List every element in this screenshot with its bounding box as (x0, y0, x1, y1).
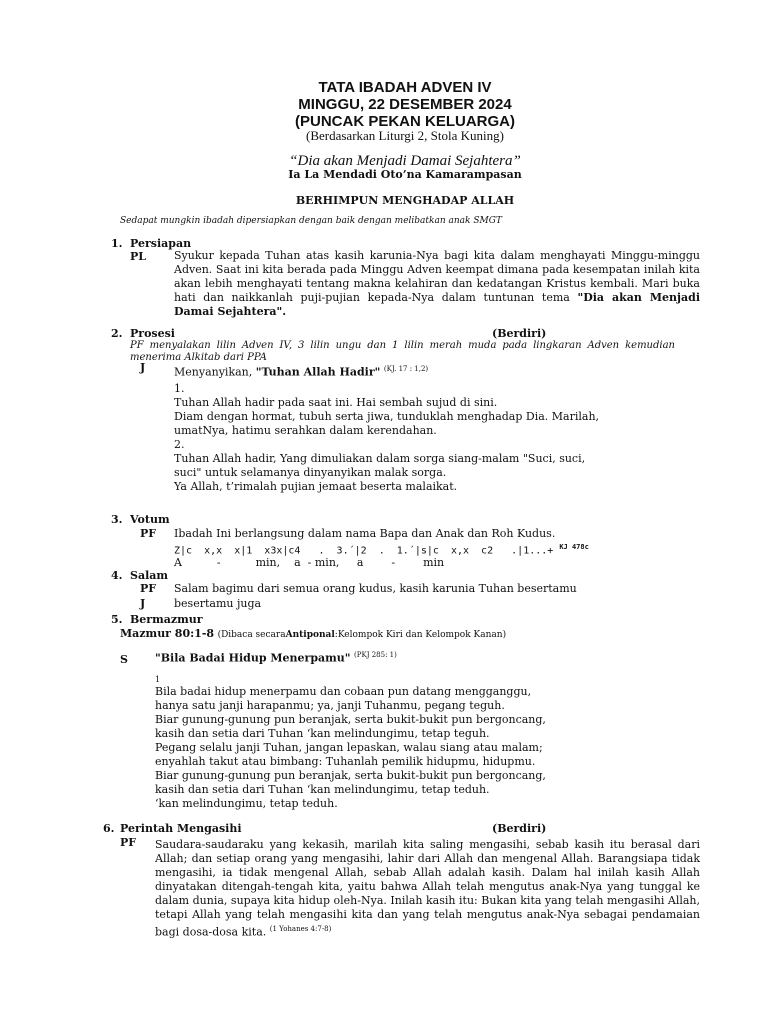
section-6-number: 6. (103, 822, 115, 835)
section-5-song-title: "Bila Badai Hidup Menerpamu" (155, 651, 351, 665)
lyric-line: 1. (174, 382, 185, 395)
lyric-line: suci" untuk selamanya dinyanyikan malak sorga. (174, 466, 447, 479)
section-5-song-ref: (PKJ 285: 1) (354, 651, 397, 659)
lyric-line: enyahlah takut atau bimbang: Tuhanlah pemilik hidupmu, hidupmu. (155, 755, 536, 768)
doc-theme-local: Ia La Mendadi Oto’na Kamarampasan (288, 168, 522, 181)
psalm-note-antiponal: Antiponal (285, 630, 335, 640)
doc-title-line3: (PUNCAK PEKAN KELUARGA) (295, 113, 515, 130)
lyric-line: Biar gunung-gunung pun beranjak, serta bukit-bukit pun bergoncang, (155, 769, 546, 782)
lyric-line: Biar gunung-gunung pun beranjak, serta bukit-bukit pun bergoncang, (155, 713, 546, 726)
section-4-number: 4. (111, 569, 123, 582)
section-1-speaker: PL (130, 250, 147, 263)
psalm-note-rest: :Kelompok Kiri dan Kelompok Kanan) (334, 630, 507, 640)
section-3-speaker: PF (140, 527, 157, 540)
lyric-line: Ya Allah, t’rimalah pujian jemaat beserta malaikat. (174, 480, 458, 493)
psalm-reference: Mazmur 80:1-8 (120, 627, 215, 640)
section-1-text (174, 249, 700, 319)
section-5-speaker: S (120, 653, 128, 666)
lyric-line: ‘kan melindungimu, tetap teduh. (155, 797, 338, 810)
section-2-title: Prosesi (130, 327, 175, 340)
section-4-title: Salam (130, 569, 169, 582)
lyric-line: Tuhan Allah hadir, Yang dimuliakan dalam sorga siang-malam "Suci, suci, (174, 452, 586, 465)
section-1-theme: "Dia akan Menjadi Damai Sejahtera". (174, 291, 701, 318)
section-6-text-body: Saudara-saudaraku yang kekasih, marilah kita saling mengasihi, sebab kasih itu berasal dari Allah; dan setiap orang yang mengasihi, lahir dari Allah dan mengenal Allah. Barangsiapa tidak mengasihi, ia tidak mengenal Allah, sebab Allah adalah kasih. Dalam hal inilah kasih Allah dinyatakan ditengah-tengah kita, yaitu bahwa Allah telah mengutus anak-Nya yang tunggal ke dalam dunia, supaya kita hidup oleh-Nya. Inilah kasih itu: Bukan kita yang telah mengasihi Allah, tetapi Allah yang telah mengasihi kita dan yang telah mengutus anak-Nya sebagai pendamaian bagi dosa-dosa kita. (155, 838, 700, 939)
doc-subtitle: (Berdasarkan Liturgi 2, Stola Kuning) (306, 128, 504, 143)
section-2-note: PF menyalakan lilin Adven IV, 3 lilin ungu dan 1 lilin merah muda pada lingkaran Adven kemudian menerima Alkitab dari PPA (130, 340, 675, 363)
section-4-text-j: besertamu juga (174, 597, 262, 610)
section-6-text (155, 838, 700, 940)
section-5-lyrics (155, 685, 546, 811)
section-2-number: 2. (111, 327, 123, 340)
psalm-note-open: (Dibaca secara (217, 630, 286, 640)
lyric-line: kasih dan setia dari Tuhan ‘kan melindungimu, tetap teduh. (155, 783, 490, 796)
section-1-title: Persiapan (130, 237, 192, 250)
section-2-speaker: J (140, 361, 146, 374)
lyric-line: Diam dengan hormat, tubuh serta jiwa, tunduklah menghadap Dia. Marilah, (174, 410, 600, 423)
section-6-reference: (1 Yohanes 4:7-8) (269, 925, 332, 933)
votum-notation (174, 543, 589, 556)
doc-title-line2: MINGGU, 22 DESEMBER 2024 (298, 96, 512, 113)
section-5-song-line (155, 651, 397, 665)
doc-title-line1: TATA IBADAH ADVEN IV (318, 79, 492, 96)
lyric-line: kasih dan setia dari Tuhan ‘kan melindungimu, tetap teguh. (155, 727, 490, 740)
section-6-posture: (Berdiri) (492, 822, 547, 835)
section-3-title: Votum (130, 513, 170, 526)
section-5-number: 5. (111, 613, 123, 626)
section-1-number: 1. (111, 237, 123, 250)
section-2-posture: (Berdiri) (492, 327, 547, 340)
section-2-lyrics (174, 382, 599, 494)
preparation-note: Sedapat mungkin ibadah dipersiapkan dengan baik dengan melibatkan anak SMGT (120, 216, 502, 226)
section-1-text-body: Syukur kepada Tuhan atas kasih karunia-Nya bagi kita dalam menghayati Minggu-minggu Adven. Saat ini kita berada pada Minggu Adven keempat dimana pada kesempatan inilah kita akan lebih menghayati tentang makna kelahiran dan kedatangan Kristus kembali. Mari buka hati dan naikkanlah puji-pujian kepada-Nya dalam tuntunan tema (174, 249, 700, 304)
section-4-text-pf: Salam bagimu dari semua orang kudus, kasih karunia Tuhan besertamu (174, 582, 577, 595)
section-5-verse-number: 1 (155, 675, 161, 684)
lyric-line: hanya satu janji harapanmu; ya, janji Tuhanmu, pegang teguh. (155, 699, 505, 712)
part-heading: BERHIMPUN MENGHADAP ALLAH (295, 194, 515, 207)
lyric-line: Bila badai hidup menerpamu dan cobaan pun datang mengganggu, (155, 685, 532, 698)
section-3-number: 3. (111, 513, 123, 526)
section-2-song-line (174, 365, 428, 379)
section-5-title: Bermazmur (130, 613, 203, 626)
lyric-line: Tuhan Allah hadir pada saat ini. Hai sembah sujud di sini. (174, 396, 498, 409)
doc-theme: “Dia akan Menjadi Damai Sejahtera” (289, 153, 521, 169)
section-2-sing-intro: Menyanyikan, (174, 365, 253, 379)
section-4-speaker-j: J (140, 597, 146, 610)
section-3-text: Ibadah Ini berlangsung dalam nama Bapa dan Anak dan Roh Kudus. (174, 527, 556, 540)
section-6-title: Perintah Mengasihi (120, 822, 242, 835)
section-2-song-ref: (KJ. 17 : 1,2) (383, 365, 429, 373)
lyric-line: 2. (174, 438, 185, 451)
votum-notation-ref: KJ 478c (559, 543, 589, 551)
psalm-line (120, 627, 506, 640)
psalm-note (218, 630, 507, 640)
section-4-speaker-pf: PF (140, 582, 157, 595)
lyric-line: Pegang selalu janji Tuhan, jangan lepaskan, walau siang atau malam; (155, 741, 543, 754)
lyric-line: umatNya, hatimu serahkan dalam kerendahan. (174, 424, 437, 437)
section-2-song-title: "Tuhan Allah Hadir" (255, 365, 381, 379)
votum-notation-text: Z|c x,x x|1 x3x|c4 . 3.´|2 . 1.´|s|c x,x c2 .|1...+ (174, 545, 554, 557)
section-6-speaker: PF (120, 836, 137, 849)
votum-amin: A - min, a - min, a - min (174, 556, 445, 569)
